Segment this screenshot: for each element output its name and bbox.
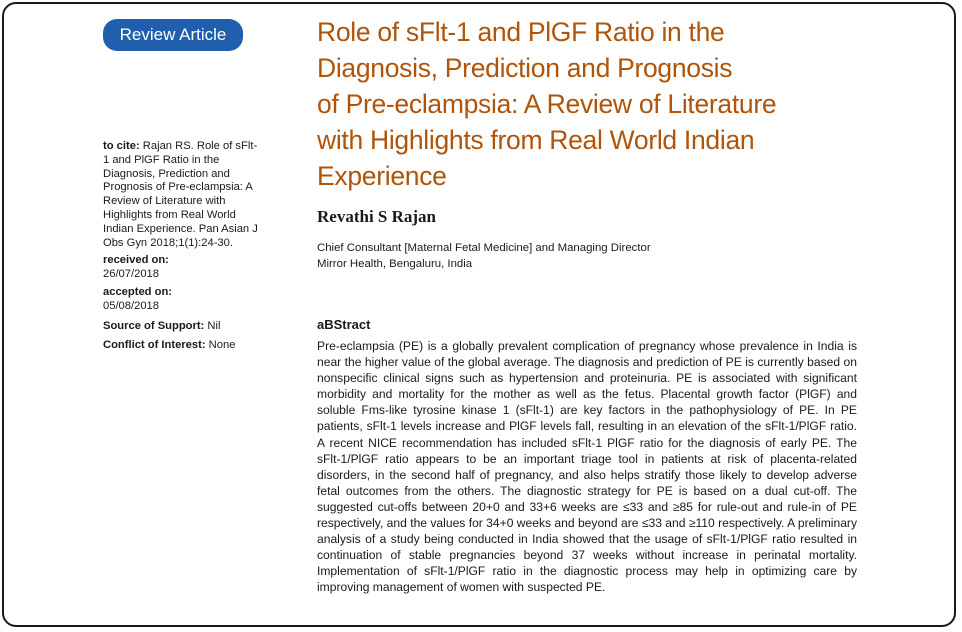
title-line: of Pre-eclampsia: A Review of Literature (317, 89, 777, 119)
citation-label: to cite: (103, 140, 140, 152)
title-line: Experience (317, 161, 447, 191)
author-affiliation (317, 241, 651, 272)
received-block (103, 254, 263, 282)
citation-text: Rajan RS. Role of sFlt-1 and PlGF Ratio in the Diagnosis, Prediction and Prognosis of Pre-eclampsia: A Review of Literature with Highlights from Real World Indian Experience. Pan Asian J Obs Gyn 2018;1(1):24-30. (103, 140, 258, 249)
accepted-label: accepted on: (103, 285, 173, 298)
accepted-date: 05/08/2018 (103, 299, 159, 312)
support-row (103, 320, 263, 334)
article-title (317, 14, 917, 194)
received-label: received on: (103, 254, 169, 267)
conflict-label: Conflict of Interest: (103, 339, 206, 352)
title-line: with Highlights from Real World Indian (317, 125, 755, 155)
received-date: 26/07/2018 (103, 268, 159, 281)
affiliation-line: Chief Consultant [Maternal Fetal Medicine] and Managing Director (317, 242, 651, 254)
support-value: Nil (207, 319, 221, 332)
accepted-block (103, 286, 263, 314)
abstract-text: Pre-eclampsia (PE) is a globally prevalent complication of pregnancy whose prevalence in India is near the higher value of the global average. The diagnosis and prediction of PE is currently based on nonspecific clinical signs such as hypertension and proteinuria. PE is associated with significant morbidity and mortality for the mother as well as the fetus. Placental growth factor (PlGF) and soluble Fms-like tyrosine kinase 1 (sFlt-1) are key factors in the pathophysiology of PE. In PE patients, sFlt-1 levels increase and PlGF levels fall, resulting in an elevation of the sFlt-1/PlGF ratio. A recent NICE recommendation has included sFlt-1 PlGF ratio for the diagnosis of early PE. The sFlt-1/PlGF ratio appears to be an important triage tool in patients at risk of placenta-related disorders, in the second half of pregnancy, and also helps stratify those likely to develop adverse fetal outcomes from the others. The diagnostic strategy for PE is based on a dual cut-off. The suggested cut-offs between 20+0 and 33+6 weeks are ≤33 and ≥85 for rule-out and rule-in of PE respectively, and the values for 34+0 weeks and beyond are ≤33 and ≥110 respectively. A preliminary analysis of a study being conducted in India showed that the usage of sFlt-1/PlGF ratio resulted in continuation of stable pregnancies beyond 37 weeks without increase in perinatal mortality. Implementation of sFlt-1/PlGF ratio in the diagnostic process may help in optimizing care by improving management of women with suspected PE. (317, 339, 858, 595)
affiliation-line: Mirror Health, Bengaluru, India (317, 257, 473, 270)
citation-block (103, 140, 263, 250)
article-metadata-sidebar (103, 140, 263, 353)
abstract-heading: aBStract (317, 317, 371, 332)
title-line: Role of sFlt-1 and PlGF Ratio in the (317, 17, 725, 47)
title-line: Diagnosis, Prediction and Prognosis (317, 53, 733, 83)
conflict-value: None (208, 339, 236, 352)
conflict-row (103, 339, 263, 353)
support-label: Source of Support: (103, 319, 205, 332)
article-type-badge: Review Article (103, 19, 243, 51)
author-name: Revathi S Rajan (317, 207, 437, 226)
